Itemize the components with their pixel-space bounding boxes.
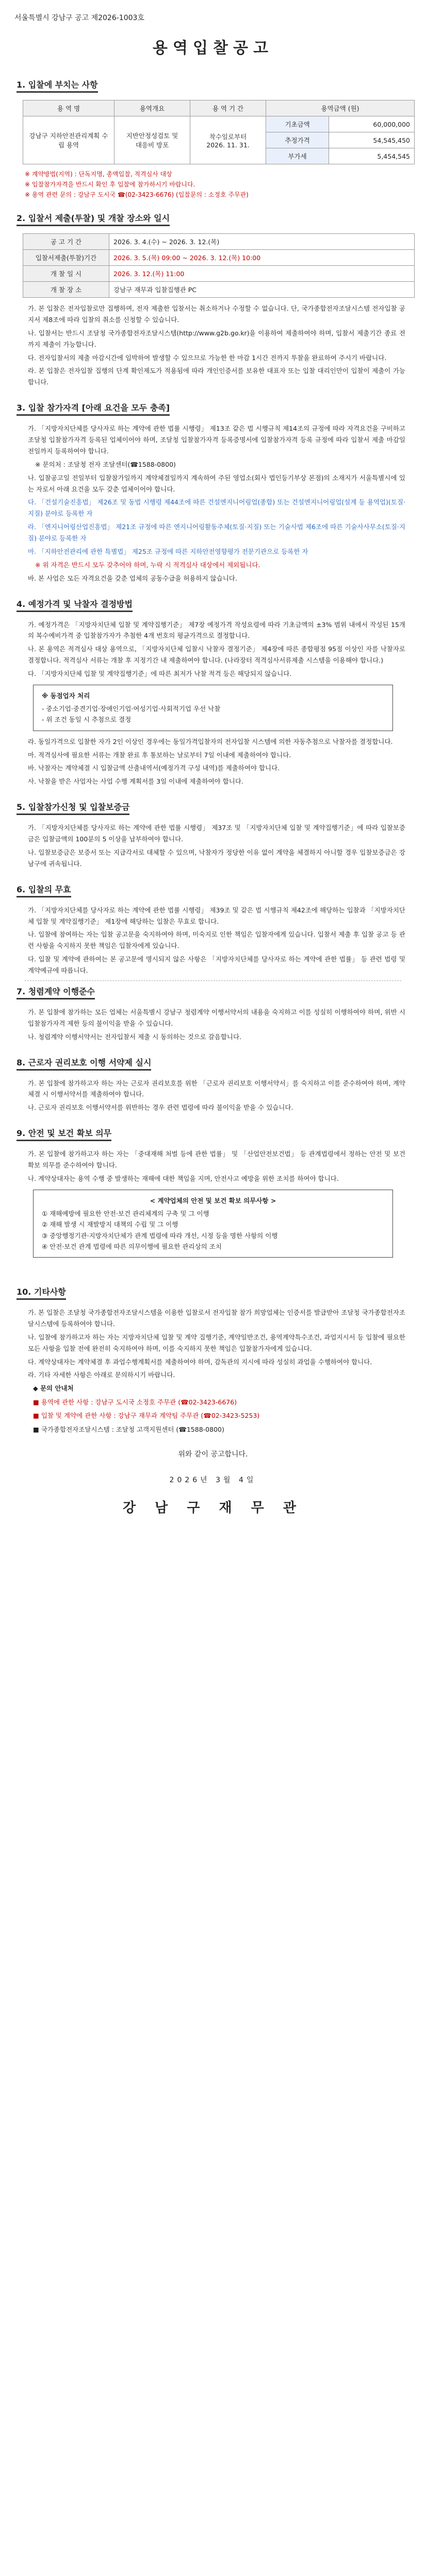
paragraph: 라. 기타 자세한 사항은 아래로 문의하시기 바랍니다. bbox=[28, 1371, 175, 1379]
paragraph: ※ 문의처 : 조달청 전자 조달센터(☎1588-0800) bbox=[35, 460, 176, 468]
box-line: - 위 조건 동일 시 추첨으로 결정 bbox=[42, 716, 132, 724]
section-4-title: 4. 예정가격 및 낙찰자 결정방법 bbox=[17, 598, 133, 612]
paragraph-text: 다. 「건설기술진흥법」 제26조 및 동법 시행령 제44조에 따른 건설엔지니어링업(종합) 또는 건설엔지니어링업(설계 등 용역업)(토질·지질) 분야로 등록한 자 bbox=[28, 498, 405, 518]
section-6-title: 6. 입찰의 무효 bbox=[17, 883, 71, 897]
section-3-title: 3. 입찰 참가자격 [아래 요건을 모두 충족] bbox=[17, 401, 170, 416]
paragraph bbox=[28, 521, 405, 544]
paragraph: 가. 본 입찰에 참가하고자 하는 자는 근로자 권리보호를 위한 「근로자 권리보호 이행서약서」를 숙지하고 이를 준수하여야 하며, 계약 체결 시 이행서약서를 제출하여야 합니다. bbox=[28, 1079, 405, 1098]
paragraph: 가. 「지방자치단체를 당사자로 하는 계약에 관한 법률 시행령」 제39조 및 같은 법 시행규칙 제42조에 해당하는 입찰과 「지방자치단체 입찰 및 계약집행기준」 제1장에 해당하는 입찰은 무효로 합니다. bbox=[28, 906, 405, 925]
note-line: ※ 계약방법(지역) : 단독지명, 총액입찰, 적격심사 대상 bbox=[25, 171, 172, 178]
paragraph: 가. 본 입찰은 조달청 국가종합전자조달시스템을 이용한 입찰로서 전자입찰 참가 희망업체는 인증서를 발급받아 조달청 국가종합전자조달시스템에 등록하여야 합니다. bbox=[28, 1309, 405, 1328]
amount-label: 부가세 bbox=[266, 148, 329, 164]
paragraph: 다. 전자입찰서의 제출 마감시간에 임박하여 발생할 수 있으므로 가능한 한 마감 1시간 전까지 투찰을 완료하여 주시기 바랍니다. bbox=[28, 353, 387, 362]
paragraph: ※ 위 자격은 반드시 모두 갖추어야 하며, 누락 시 적격심사 대상에서 제외됩니다. bbox=[35, 561, 260, 569]
amount-value: 54,545,450 bbox=[329, 132, 415, 148]
paragraph: 가. 본 입찰에 참가하는 모든 업체는 서울특별시 강남구 청렴계약 이행서약서의 내용을 숙지하고 이를 성실히 이행하여야 하며, 위반 시 입찰참가자격 제한 등의 불이익을 받을 수 있습니다. bbox=[28, 1008, 405, 1027]
paragraph: 다. 「지방자치단체 입찰 및 계약집행기준」에 따른 최저가 낙찰 적격 등은 해당되지 않습니다. bbox=[28, 670, 292, 677]
paragraph: 사. 낙찰을 받은 사업자는 사업 수행 계획서를 3일 이내에 제출하여야 합니다. bbox=[28, 777, 243, 786]
col-header: 용역개요 bbox=[114, 100, 190, 116]
paragraph bbox=[28, 328, 405, 350]
paragraph: 라. 동일가격으로 입찰한 자가 2인 이상인 경우에는 동일가격입찰자의 전자입찰 시스템에 의한 자동추첨으로 낙찰자를 결정합니다. bbox=[28, 737, 393, 745]
tie-rule-box bbox=[33, 685, 393, 731]
section-1-title: 1. 입찰에 부치는 사항 bbox=[17, 78, 98, 93]
amount-value: 5,454,545 bbox=[329, 148, 415, 164]
contact-line: ■ 입찰 및 계약에 관한 사항 : 강남구 재무과 계약팀 주무관 (☎02-3423-5253) bbox=[33, 1412, 260, 1420]
schedule-value: 2026. 3. 12.(목) 11:00 bbox=[109, 266, 415, 282]
amount-label: 추정가격 bbox=[266, 132, 329, 148]
paragraph: 나. 근로자 권리보호 이행서약서를 위반하는 경우 관련 법령에 따라 불이익을 받을 수 있습니다. bbox=[28, 1104, 293, 1112]
contact-line: ■ 국가종합전자조달시스템 : 조달청 고객지원센터 (☎1588-0800) bbox=[33, 1425, 224, 1433]
summary-line: 대응비 방포 bbox=[135, 141, 169, 149]
section-7-title: 7. 청렴계약 이행준수 bbox=[17, 985, 95, 999]
safety-duty-box bbox=[33, 1190, 393, 1258]
schedule-label: 입찰서제출(투찰)기간 bbox=[23, 250, 109, 266]
contact-heading: ◆ 문의 안내처 bbox=[33, 1384, 74, 1393]
paragraph: 라. 본 입찰은 전자입찰 집행의 단계 확인제도가 적용됨에 따라 개인인증서를 보유한 대표자 또는 입찰 대리인만이 입찰이 제출이 가능합니다. bbox=[28, 367, 405, 386]
amount-label: 기초금액 bbox=[266, 116, 329, 132]
schedule-value: 2026. 3. 5.(목) 09:00 ~ 2026. 3. 12.(목) 10:00 bbox=[109, 250, 415, 266]
paragraph: 가. 「지방자치단체를 당사자로 하는 계약에 관한 법률 시행령」 제13조 같은 법 시행규칙 제14조의 규정에 따라 자격요건을 구비하고 조달청 입찰참가자격 등록된 업체이어야 하며, 조달청 입찰참가자격 등록증명서에 입찰참가자격 등록 규정에 따라 입찰서 제출 마감일 전일까지 등록하여야 합니다. bbox=[28, 425, 405, 455]
paragraph: 가. 본 입찰에 참가하고자 하는 자는 「중대재해 처벌 등에 관한 법률」 및 「산업안전보건법」 등 관계법령에서 정하는 안전 및 보건 확보 의무를 준수하여야 합니다. bbox=[28, 1150, 405, 1169]
service-period bbox=[190, 116, 266, 164]
box-line: ③ 중앙행정기관·지방자치단체가 관계 법령에 따라 개선, 시정 등을 명한 사항의 이행 bbox=[42, 1231, 278, 1240]
period-line: 착수일로부터 bbox=[209, 132, 247, 141]
paragraph: 나. 청렴계약 이행서약서는 전자입찰서 제출 시 동의하는 것으로 갈음합니다. bbox=[28, 1032, 242, 1041]
paragraph-text: 나. 입찰서는 반드시 조달청 국가종합전자조달시스템(http://www.g2b.go.kr)을 이용하여 제출하여야 하며, 입찰서 제출기간 종료 전까지 제출이 가능합니다. bbox=[28, 329, 405, 348]
paragraph-text: 마. 「지하안전관리에 관한 특별법」 제25조 규정에 따른 지하안전영향평가 전문기관으로 등록한 자 bbox=[28, 547, 308, 555]
paragraph-text: 나. 본 용역은 적격심사 대상 용역으로, 「지방자치단체 입찰시 낙찰자 결정기준」 제4장에 따른 종합평점 95점 이상인 자를 낙찰자로 결정합니다. 적격심사 서류는 개찰 후 지정기간 내 제출하여야 합니다. (나라장터 적격심사서류제출 시스템을 이용해야 합니다.) bbox=[28, 645, 405, 665]
paragraph: 나. 계약상대자는 용역 수행 중 발생하는 재해에 대한 책임을 지며, 안전사고 예방을 위한 조치를 하여야 합니다. bbox=[28, 1174, 339, 1182]
note-line: ※ 용역 관련 문의 : 강남구 도시국 ☎(02-3423-6676) (입찰문의 : 소정호 주무관) bbox=[25, 191, 249, 198]
issuing-organization: 강 남 구 재 무 관 bbox=[123, 1500, 303, 1516]
box-line: ④ 안전·보건 관계 법령에 따른 의무이행에 필요한 관리상의 조치 bbox=[42, 1242, 222, 1250]
box-line: ② 재해 발생 시 재발방지 대책의 수립 및 그 이행 bbox=[42, 1221, 178, 1229]
divider bbox=[25, 980, 401, 981]
schedule-value: 2026. 3. 4.(수) ~ 2026. 3. 12.(목) bbox=[109, 234, 415, 250]
paragraph: 다. 입찰 및 계약에 관하여는 본 공고문에 명시되지 않은 사항은 「지방자치단체를 당사자로 하는 계약에 관한 법률」 등 관련 법령 및 계약예규에 따릅니다. bbox=[28, 955, 405, 974]
box-line: ① 재해예방에 필요한 안전·보건 관리체계의 구축 및 그 이행 bbox=[42, 1210, 209, 1217]
paragraph bbox=[28, 497, 405, 519]
section-2-title: 2. 입찰서 제출(투찰) 및 개찰 장소와 일시 bbox=[17, 212, 170, 226]
paragraph: 나. 입찰에 참여하는 자는 입찰 공고문을 숙지하여야 하며, 미숙지로 인한 책임은 입찰자에게 있습니다. 입찰서 제출 후 입찰 공고 등 관련 사항을 숙지하지 못한 책임은 입찰자에게 있습니다. bbox=[28, 930, 405, 950]
paragraph: 다. 계약상대자는 계약체결 후 과업수행계획서를 제출하여야 하며, 감독관의 지시에 따라 성실히 과업을 수행하여야 합니다. bbox=[28, 1358, 372, 1366]
paragraph bbox=[28, 643, 405, 666]
service-summary bbox=[114, 116, 190, 164]
notice-number: 서울특별시 강남구 공고 제2026-1003호 bbox=[14, 14, 144, 22]
page-title: 용역입찰공고 bbox=[153, 39, 273, 57]
section-9-title: 9. 안전 및 보건 확보 의무 bbox=[17, 1127, 111, 1141]
paragraph: 마. 적격심사에 필요한 서류는 개찰 완료 후 통보하는 날로부터 7일 이내에 제출하여야 합니다. bbox=[28, 751, 291, 759]
paragraph-text: 라. 「엔지니어링산업진흥법」 제21조 규정에 따른 엔지니어링활동주체(토질·지질) 또는 기술사법 제6조에 따른 기술사사무소(토질·지질) 분야로 등록한 자 bbox=[28, 523, 405, 542]
amount-value: 60,000,000 bbox=[329, 116, 415, 132]
schedule-label: 개 찰 일 시 bbox=[23, 266, 109, 282]
paragraph: 가. 본 입찰은 전자입찰로만 집행하며, 전자 제출한 입찰서는 취소하거나 수정할 수 없습니다. 단, 국가종합전자조달시스템 전자입찰 공지서 제8조에 따라 입찰의 취소를 신청할 수 있습니다. bbox=[28, 304, 405, 324]
section-10-title: 10. 기타사항 bbox=[17, 1285, 66, 1300]
paragraph: 바. 낙찰자는 계약체결 시 입찰금액 산출내역서(예정가격 구성 내역)를 제출하여야 합니다. bbox=[28, 764, 280, 772]
section-5-title: 5. 입찰참가신청 및 입찰보증금 bbox=[17, 801, 129, 815]
contact-line: ■ 용역에 관한 사항 : 강남구 도시국 소정호 주무관 (☎02-3423-6676) bbox=[33, 1398, 237, 1406]
period-line: 2026. 11. 31. bbox=[206, 141, 250, 149]
box-title: ※ 동점업자 처리 bbox=[42, 691, 90, 700]
paragraph bbox=[28, 546, 405, 557]
note-line: ※ 입찰참가자격을 반드시 확인 후 입찰에 참가하시기 바랍니다. bbox=[25, 181, 195, 188]
col-header: 용역금액 (원) bbox=[266, 100, 415, 116]
notice-date: 2026년 3월 4일 bbox=[169, 1476, 257, 1485]
box-line: - 중소기업·중견기업·장애인기업·여성기업·사회적기업 우선 낙찰 bbox=[42, 705, 221, 713]
schedule-label: 공 고 기 간 bbox=[23, 234, 109, 250]
paragraph: 가. 「지방자치단체를 당사자로 하는 계약에 관한 법률 시행령」 제37조 및 「지방자치단체 입찰 및 계약집행기준」에 따라 입찰보증금은 입찰금액의 100분의 5 이상을 납부하여야 합니다. bbox=[28, 824, 405, 843]
closing-text: 위와 같이 공고합니다. bbox=[178, 1450, 248, 1459]
paragraph: 나. 입찰보증금은 보증서 또는 지급각서로 대체할 수 있으며, 낙찰자가 정당한 이유 없이 계약을 체결하지 아니할 경우 입찰보증금은 강남구에 귀속됩니다. bbox=[28, 848, 405, 868]
paragraph: 바. 본 사업은 모든 자격요건을 갖춘 업체의 공동수급을 허용하지 않습니다. bbox=[28, 574, 237, 582]
col-header: 용 역 명 bbox=[23, 100, 114, 116]
box-title: < 계약업체의 안전 및 보건 확보 의무사항 > bbox=[150, 1196, 276, 1205]
summary-line: 지반안정성검토 및 bbox=[126, 132, 178, 140]
schedule-value: 강남구 재무과 입찰집행관 PC bbox=[109, 282, 415, 298]
col-header: 용 역 기 간 bbox=[190, 100, 266, 116]
service-name: 강남구 지하안전관리계획 수립 용역 bbox=[23, 116, 114, 164]
paragraph: 나. 입찰공고일 전일부터 입찰참가일까지 계약체결일까지 계속하여 주된 영업소(회사 법인등기부상 본점)의 소재지가 서울특별시에 있는 자로서 아래 요건을 모두 갖춘 업체이어야 합니다. bbox=[28, 473, 405, 493]
paragraph: 나. 입찰에 참가하고자 하는 자는 지방자치단체 입찰 및 계약 집행기준, 계약일반조건, 용역계약특수조건, 과업지시서 등 입찰에 필요한 모든 사항을 입찰 전에 완전히 숙지하여야 하며, 이를 숙지하지 못한 책임은 입찰참가자에게 있습니다. bbox=[28, 1333, 405, 1352]
section-8-title: 8. 근로자 권리보호 이행 서약제 실시 bbox=[17, 1056, 151, 1071]
bid-item-table bbox=[23, 100, 415, 164]
schedule-table bbox=[23, 233, 415, 298]
schedule-label: 개 찰 장 소 bbox=[23, 282, 109, 298]
paragraph: 가. 예정가격은 「지방자치단체 입찰 및 계약집행기준」 제7장 예정가격 작성요령에 따라 기초금액의 ±3% 범위 내에서 작성된 15개의 복수예비가격 중 입찰참가자가 추첨한 4개 번호의 평균가격으로 결정합니다. bbox=[28, 620, 405, 640]
